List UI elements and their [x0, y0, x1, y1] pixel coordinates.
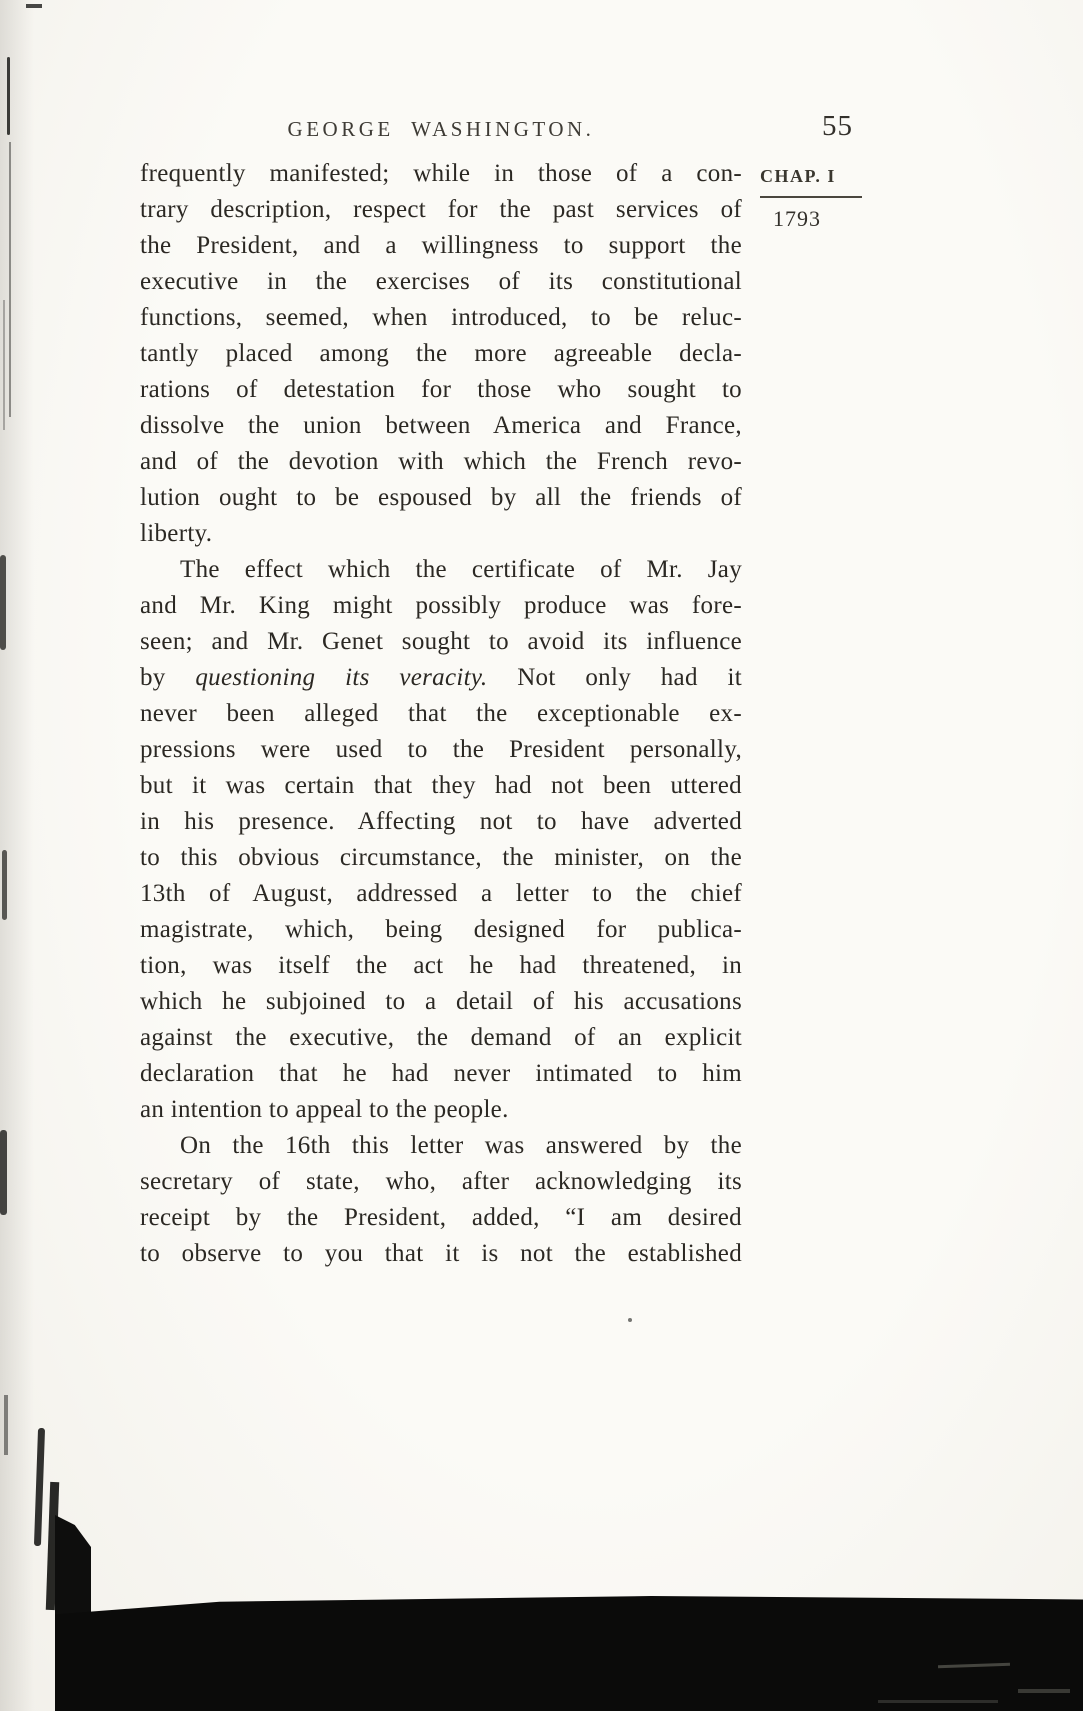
- scan-artifact-dash: [26, 4, 42, 8]
- text-line: and of the devotion with which the French revo-: [140, 448, 742, 475]
- text-line: in his presence. Affecting not to have adverted: [140, 808, 742, 835]
- text-line: the President, and a willingness to support the: [140, 232, 742, 259]
- text-line: lution ought to be espoused by all the friends of: [140, 484, 742, 511]
- text-line: and Mr. King might possibly produce was fore-: [140, 592, 742, 619]
- text-line: declaration that he had never intimated to him: [140, 1060, 742, 1087]
- scan-artifact-smudge: [0, 555, 6, 650]
- text-line: dissolve the union between America and France,: [140, 412, 742, 439]
- text-line: receipt by the President, added, “I am desired: [140, 1204, 742, 1231]
- text-line: against the executive, the demand of an explicit: [140, 1024, 742, 1051]
- text-line: The effect which the certificate of Mr. Jay: [180, 556, 742, 583]
- text-line: seen; and Mr. Genet sought to avoid its influence: [140, 628, 742, 655]
- year-note: 1793: [773, 206, 821, 231]
- text-line: which he subjoined to a detail of his accusations: [140, 988, 742, 1015]
- text-line: On the 16th this letter was answered by the: [180, 1132, 742, 1159]
- text-line: never been alleged that the exceptionable ex-: [140, 700, 742, 727]
- text-line: to this obvious circumstance, the minister, on the: [140, 844, 742, 871]
- text-line: secretary of state, who, after acknowledging its: [140, 1168, 742, 1195]
- text-line: to observe to you that it is not the established: [140, 1240, 742, 1267]
- text-line: magistrate, which, being designed for publica-: [140, 916, 742, 943]
- page-number: 55: [822, 110, 853, 142]
- scan-artifact-smudge: [4, 1395, 8, 1455]
- chapter-note: CHAP. I: [760, 166, 836, 186]
- margin-notes: [760, 166, 878, 232]
- text-line: executive in the exercises of its constitutional: [140, 268, 742, 295]
- body-text: [140, 156, 742, 1272]
- paragraph: [140, 1128, 742, 1272]
- scan-artifact-smudge: [2, 850, 7, 920]
- paragraph: [140, 156, 742, 552]
- scan-artifact-smudge: [0, 1130, 7, 1215]
- text-line: tantly placed among the more agreeable decla-: [140, 340, 742, 367]
- text-line: tion, was itself the act he had threatened, in: [140, 952, 742, 979]
- scan-black-edge-left: [55, 1515, 91, 1615]
- margin-rule: [760, 196, 862, 198]
- text-line: 13th of August, addressed a letter to the chief: [140, 880, 742, 907]
- scan-artifact-edge-line: [7, 57, 10, 135]
- binding-shadow: [0, 0, 34, 1711]
- text-line: rations of detestation for those who sought to: [140, 376, 742, 403]
- text-line: an intention to appeal to the people.: [140, 1096, 509, 1123]
- scan-artifact-edge-line: [3, 300, 5, 430]
- text-line: trary description, respect for the past services of: [140, 196, 742, 223]
- running-header: GEORGE WASHINGTON.: [287, 117, 595, 141]
- text-segment: by: [140, 664, 196, 691]
- text-line: [140, 660, 742, 696]
- text-line: frequently manifested; while in those of a con-: [140, 160, 742, 187]
- scan-artifact-ink-streak: [34, 1428, 45, 1546]
- paragraph: [140, 552, 742, 1128]
- text-line: pressions were used to the President personally,: [140, 736, 742, 763]
- text-segment: Not only had it: [487, 664, 742, 691]
- text-line: but it was certain that they had not been uttered: [140, 772, 742, 799]
- italic-text: questioning its veracity.: [195, 664, 488, 691]
- scan-black-edge-bottom: [55, 1596, 1083, 1711]
- text-line: liberty.: [140, 520, 213, 547]
- text-line: functions, seemed, when introduced, to be reluc-: [140, 304, 742, 331]
- scan-artifact-dot: [628, 1318, 632, 1322]
- scan-artifact-edge-line: [9, 142, 11, 417]
